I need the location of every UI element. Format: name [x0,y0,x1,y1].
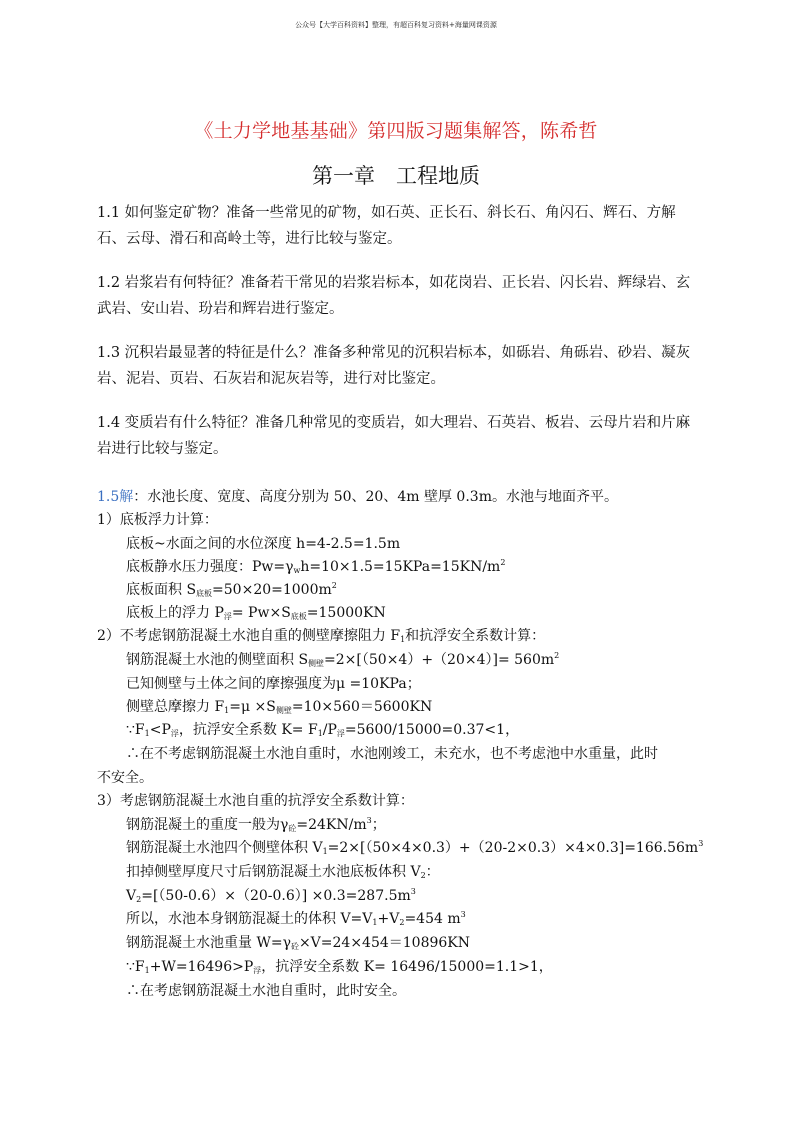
step-2-line-4: $\because F_1<P_浮$，抗浮安全系数 $K= F_1/P_浮=5600/15000=0.37<1$， [126,722,520,738]
step-3-line-2: 钢筋混凝土水池四个侧壁体积 $V_1=2\times[(50\times 4\times 0.3)+(20-2\times 0.3)\times 4\times 0.3]=166.56m^3$ [126,839,704,856]
question-1-3: 1.3 沉积岩最显著的特征是什么？准备多种常见的沉积岩标本，如砾岩、角砾岩、砂岩、凝灰岩、泥岩、页岩、石灰岩和泥灰岩等，进行对比鉴定。 [97,345,691,387]
step-3-line-4: $V_2=[(50-0.6)\times(20-0.6)] \times 0.3=287.5m^3$ [126,887,416,904]
step-1-line-3: 底板面积 $S_{底板}=50\times 20=1000m^2$ [126,581,337,598]
step-3-heading: 3）考虑钢筋混凝土水池自重的抗浮安全系数计算： [97,793,414,809]
solution-intro: 1.5解：水池长度、宽度、高度分别为 50、20、4m 壁厚 0.3m。水池与地面齐平。 [97,489,618,505]
step-3-line-1: 钢筋混凝土的重度一般为$\gamma_砼=24KN/m^3$； [126,816,386,833]
question-1-1: 1.1 如何鉴定矿物？准备一些常见的矿物，如石英、正长石、斜长石、角闪石、辉石、方解石、云母、滑石和高岭土等，进行比较与鉴定。 [97,205,676,247]
step-2-line-1: 钢筋混凝土水池的侧壁面积 $S_{侧壁}=2\times[(50\times 4)+(20\times 4)]= 560m^2$ [126,651,560,668]
step-2-heading: 2）不考虑钢筋混凝土水池自重的侧壁摩擦阻力 $F_1$和抗浮安全系数计算： [97,628,546,644]
step-3-line-8: ∴在考虑钢筋混凝土水池自重时，此时安全。 [126,983,406,999]
step-3-line-3: 扣掉侧壁厚度尺寸后钢筋混凝土水池底板体积 $V_2$： [126,864,440,880]
document-title: 《土力学地基基础》第四版习题集解答，陈希哲 [194,120,598,142]
step-3-line-7: $\because F_1+W=16496>P_浮$，抗浮安全系数 K= 16496/15000=1.1>1， [126,959,553,975]
question-1-4: 1.4 变质岩有什么特征？准备几种常见的变质岩，如大理岩、石英岩、板岩、云母片岩和片麻岩进行比较与鉴定。 [97,415,691,457]
step-1-heading: 1）底板浮力计算： [97,512,218,528]
solution-label: 1.5解 [97,489,134,505]
step-1-line-2: 底板静水压力强度：$Pw=\gamma_wh=10\times 1.5=15KPa=15KN/m^2$ [126,558,506,575]
step-2-line-3: 侧壁总摩擦力 $F_1=\mu \times S_{侧壁}=10\times 560=5600KN$ [126,699,433,715]
question-1-2: 1.2 岩浆岩有何特征？准备若干常见的岩浆岩标本，如花岗岩、正长岩、闪长岩、辉绿岩、玄武岩、安山岩、玢岩和辉岩进行鉴定。 [97,275,691,317]
step-2-line-6: 不安全。 [97,770,153,786]
header-note: 公众号【大学百科资料】整理，有超百科复习资料+海量网课资源 [295,21,497,29]
step-1-line-1: 底板~水面之间的水位深度 h=4-2.5=1.5m [126,536,401,552]
step-2-line-2: 已知侧壁与土体之间的摩擦强度为μ =10KPa； [126,676,421,692]
step-1-line-4: 底板上的浮力 $P_浮= Pw\times S_{底板}=15000KN$ [126,605,386,621]
chapter-title: 第一章 工程地质 [312,164,480,188]
step-2-line-5: ∴在不考虑钢筋混凝土水池自重时，水池刚竣工，未充水，也不考虑池中水重量，此时 [126,746,658,762]
step-3-line-5: 所以，水池本身钢筋混凝土的体积 $V=V_1+V_2=454$ $m^3$ [126,910,466,927]
step-3-line-6: 钢筋混凝土水池重量 $W=\gamma_砼\times V=24\times 454=10896KN$ [126,935,471,951]
